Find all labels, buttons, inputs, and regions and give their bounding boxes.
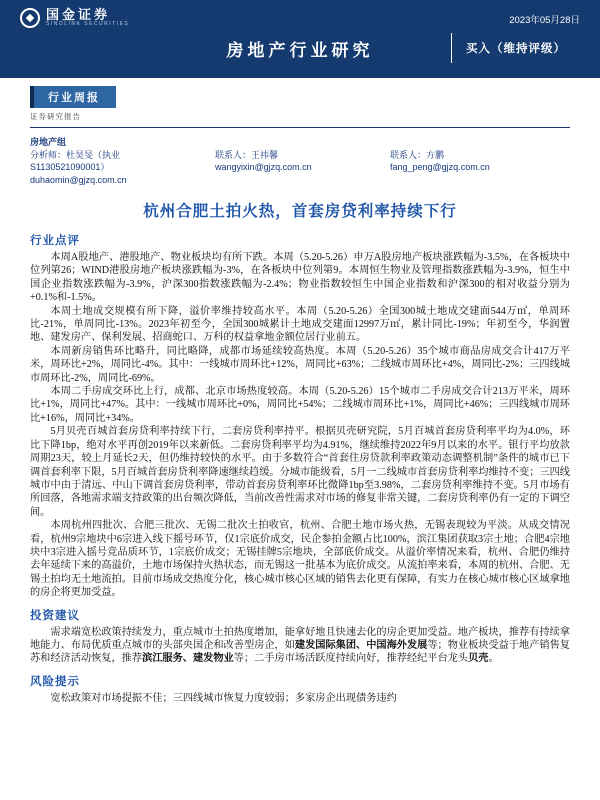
- report-date: 2023年05月28日: [509, 15, 580, 26]
- highlight-text: 建发国际集团、中国海外发展: [294, 639, 428, 651]
- rating-badge: 买入（维持评级）: [451, 33, 580, 63]
- brand-logo: [20, 8, 129, 28]
- analyst-column-2: [215, 136, 390, 186]
- brand-name: 国金证券: [46, 7, 111, 23]
- plain-text: 等；二手房市场活跃度持续向好，推荐经纪平台龙头: [233, 653, 469, 665]
- commentary-paragraphs: [30, 251, 570, 600]
- header-top-row: [20, 8, 580, 28]
- body-paragraph: 本周新房销售环比略升，同比略降，成都市场延续较高热度。本周（5.20-5.26）35个城市商品房成交合计417万平米，周环比+2%，周同比-4%。其中：一线城市周环比+12%，周同比+63%；二线城市周环比+4%，周同比-2%；三四线城市周环比-2%，周同比-69%。: [30, 345, 570, 384]
- contact2-name: 联系人：方鹏: [390, 149, 445, 160]
- plain-text: 等；物业板块受益于地产销售复苏和经济活动恢复，推荐: [30, 639, 570, 665]
- report-type-badge: 行业周报: [30, 86, 116, 108]
- analyst-column-3: [390, 136, 570, 186]
- body-paragraph: 本周土地成交规模有所下降，溢价率维持较高水平。本周（5.20-5.26）全国300城土地成交建面544万㎡，单周环比-21%，单周同比-13%。2023年初至今，全国300城累计土地成交建面12997万㎡，累计同比-19%；年初至今，华润置地、建发房产、保利发展、招商蛇口、万科的权益拿地金额位居行业前五。: [30, 305, 570, 344]
- analyst-group: 房地产组: [30, 137, 67, 147]
- brand-logo-icon: [20, 8, 40, 28]
- plain-text: 需求端宽松政策持续发力，重点城市土拍热度增加，能拿好地且快速去化的房企更加受益。地产板块，推荐有持续拿地能力、布局优质重点城市的头部央国企和改善型房企，如: [30, 626, 570, 651]
- report-headline: 杭州合肥土拍火热，首套房贷利率持续下行: [143, 203, 457, 220]
- report-meta: [0, 78, 600, 128]
- body-paragraph: 5月贝壳百城首套房贷利率持续下行，二套房贷利率持平。根据贝壳研究院，5月百城首套房贷利率平均为4.0%，环比下降1bp，绝对水平再创2019年以来新低。二套房贷利率平均为4.91%，继续维持2022年9月以来的水平。银行平均放款周期23天，较上月延长2天，但仍维持较快的水平。由于多数符合“首套住房贷款利率政策动态调整机制”条件的城市已下调首套利率下限，5月百城首套房贷利率降速继续趋缓。分城市能级看，5月一二线城市首套房贷利率均维持不变；三四线城市中由于清远、中山下调首套房贷利率，带动首套房贷利率环比微降1bp至3.98%，二套房贷利率维持不变。5月市场有所回落，各地需求端支持政策的出台频次降低，当前改善性需求对市场的修复非常关键，二套房贷利率仍有一定的下调空间。: [30, 426, 570, 518]
- report-body: [0, 221, 600, 705]
- body-paragraph: 本周A股地产、港股地产、物业板块均有所下跌。本周（5.20-5.26）申万A股房地产板块涨跌幅为-3.5%，在各板块中位列第26；WIND港股房地产板块涨跌幅为-3%，在各板块中位列第9。本周恒生物业及管理指数涨跌幅为-3.9%，恒生中国企业指数涨跌幅为-3.9%，沪深300指数涨跌幅为-2.4%；物业指数较恒生中国企业指数和沪深300的相对收益分别为+0.1%和-1.5%。: [30, 252, 570, 304]
- analyst-email: duhaomin@gjzq.com.cn: [30, 174, 127, 185]
- section-heading-investment: 投资建议: [30, 609, 80, 622]
- brand-subtitle: SINOLINK SECURITIES: [46, 21, 130, 28]
- report-tag: 证券研究报告: [30, 112, 81, 121]
- section-heading-commentary: 行业点评: [30, 235, 80, 247]
- brand-text: [46, 8, 129, 28]
- plain-text: 。: [488, 653, 499, 665]
- body-paragraph: 本周二手房成交环比上行，成都、北京市场热度较高。本周（5.20-5.26）15个城市二手房成交合计213万平米，周环比+1%，周同比+47%。其中：一线城市周环比+0%，周同比+54%；二线城市周环比+1%，周同比+46%；三四线城市周环比+16%，周同比+34%。: [30, 386, 570, 424]
- header-title-row: [20, 30, 580, 72]
- contact2-email: fang_peng@gjzq.com.cn: [390, 162, 490, 172]
- risk-paragraph: 宽松政策对市场提振不佳；三四线城市恢复力度较弱；多家房企出现债务违约: [50, 692, 397, 704]
- analyst-block: [0, 128, 600, 186]
- highlight-text: 滨江服务、建发物业: [142, 653, 234, 665]
- analyst-name: 分析师：杜昊旻（执业 S1130521090001）: [30, 149, 121, 172]
- investment-paragraph: [30, 626, 570, 666]
- highlight-text: 贝壳: [468, 653, 489, 665]
- header: [0, 0, 600, 78]
- section-heading-risk: 风险提示: [30, 675, 80, 688]
- contact1-email: wangyixin@gjzq.com.cn: [215, 162, 312, 172]
- report-title: 房地产行业研究: [226, 41, 374, 60]
- contact1-name: 联系人：王祎馨: [215, 149, 279, 160]
- body-paragraph: 本周杭州四批次、合肥三批次、无锡二批次土拍收官，杭州、合肥土地市场火热，无锡表现较为平淡。从成交情况看，杭州9宗地块中6宗进入线下摇号环节，仅1宗底价成交，民企参拍金额占比100%，滨江集团获取3宗土地；合肥4宗地块中3宗进入摇号竞品质环节，1宗底价成交；无锡挂牌5宗地块，全部底价成交。从溢价率情况来看，杭州、合肥仍维持去年延续下来的高溢价，土地市场保持火热状态，而无锡这一批基本为底价成交。从流拍率来看，本周的杭州、合肥、无锡土拍均无土地流拍。目前市场成交热度分化，核心城市核心区域的销售去化更有保障，有实力在核心城市核心区域拿地的房企将更加受益。: [30, 520, 570, 599]
- analyst-column-1: [30, 136, 215, 186]
